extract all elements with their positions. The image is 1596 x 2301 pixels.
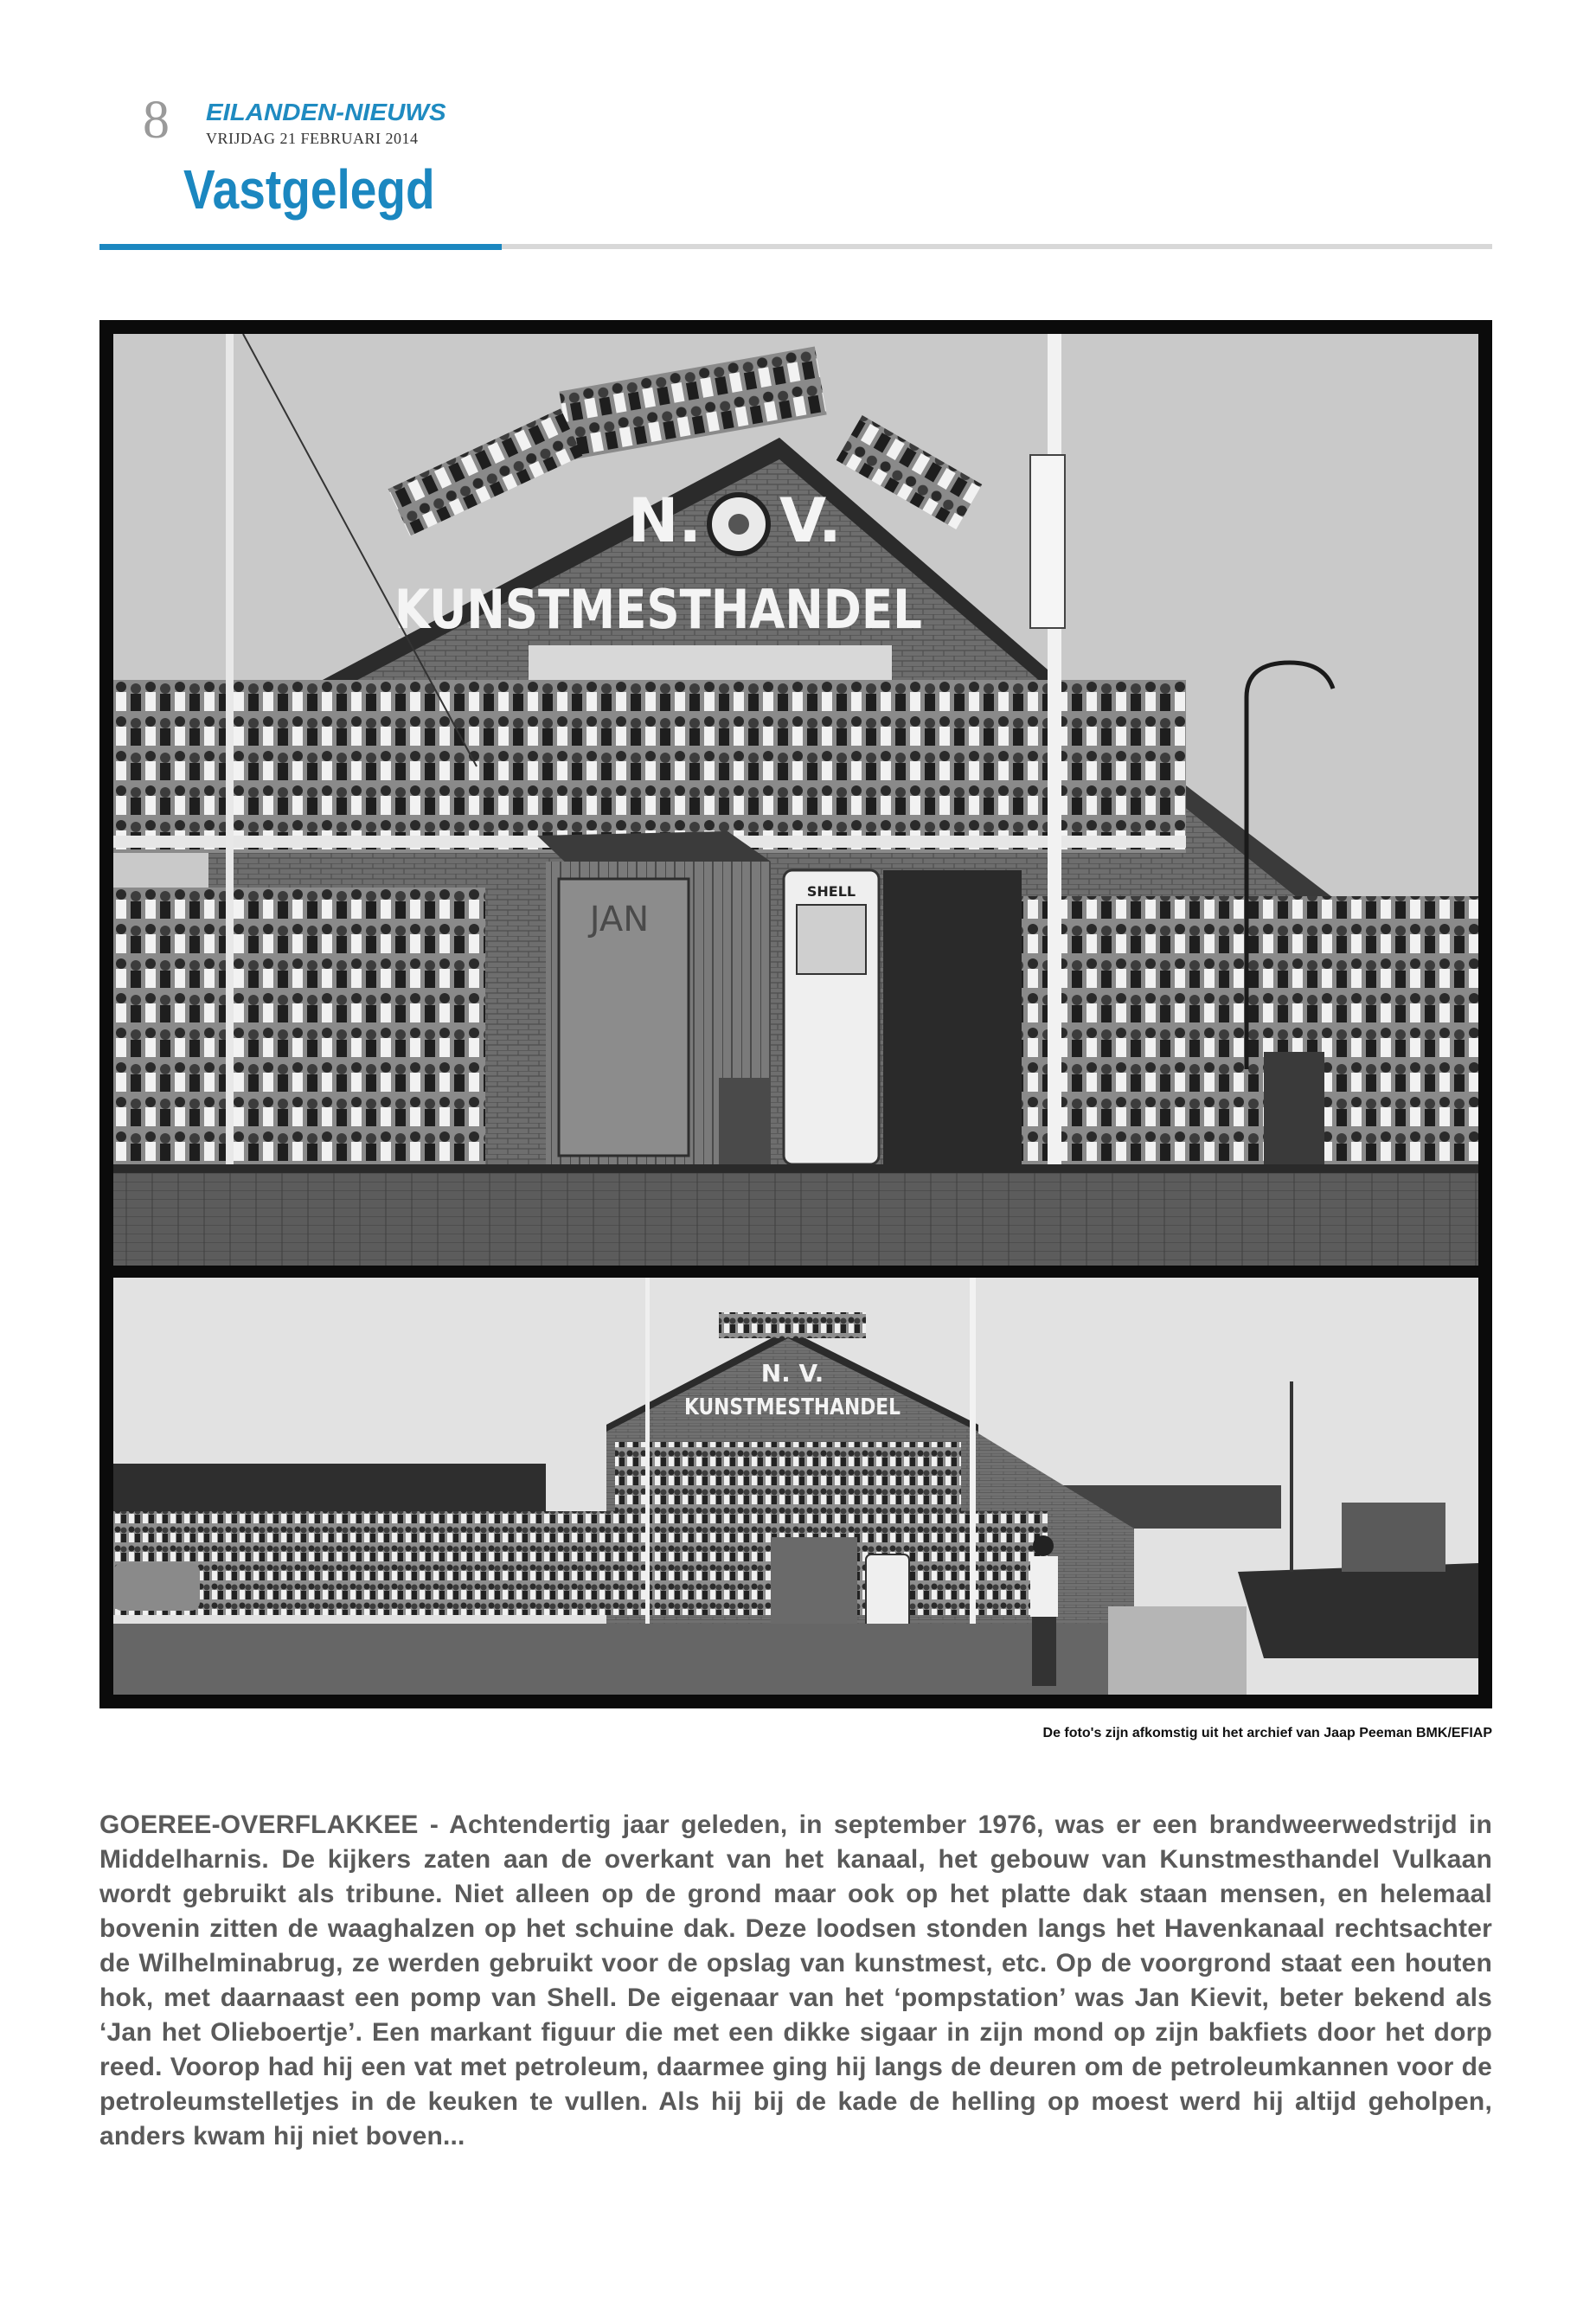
photo-credit: De foto's zijn afkomstig uit het archief van Jaap Peeman BMK/EFIAP — [1042, 1726, 1492, 1740]
photo-top-sign-text: KUNSTMESTHANDEL — [394, 578, 922, 641]
photo-top-pump-text: SHELL — [806, 883, 856, 900]
photo-bottom-sign-text: KUNSTMESTHANDEL — [684, 1394, 901, 1420]
section-title: Vastgelegd — [183, 158, 435, 221]
header-rule-accent — [99, 244, 502, 250]
photo-bottom — [113, 1278, 1478, 1695]
svg-text:V.: V. — [779, 485, 842, 556]
article-body: GOEREE-OVERFLAKKEE - Achtendertig jaar geleden, in september 1976, was er een brandweerwedstrijd in Middelharnis. De kijkers zaten aan de overkant van het kanaal, het gebouw van Kunstmesthandel Vulkaan wordt gebruikt als tribune. Niet alleen op de grond maar ook op het platte dak staan mensen, en helemaal bovenin zitten de waaghalzen op het schuine dak. Deze loodsen stonden langs het Havenkanaal rechtsachter de Wilhelminabrug, ze werden gebruikt voor de opslag van kunstmest, etc. Op de voorgrond staat een houten hok, met daarnaast een pomp van Shell. De eigenaar van het ‘pompstation’ was Jan Kievit, beter bekend als ‘Jan het Olieboertje’. Een markant figuur die met een dikke sigaar in zijn mond op zijn bakfiets door het dorp reed. Voorop had hij een vat met petroleum, daarmee ging hij langs de deuren om de petroleumkannen voor de petroleumstelletjes in de keuken te vullen. Als hij bij de kade de helling op moest werd hij altijd geholpen, anders kwam hij niet boven... — [99, 1811, 1492, 2150]
photo-top — [113, 334, 1478, 1266]
photo-top-door-text: JAN — [589, 900, 650, 939]
photo-bottom-sign-line1: N. V. — [760, 1359, 824, 1388]
svg-text:N.: N. — [627, 485, 702, 556]
photo-frame — [99, 320, 1492, 1708]
publication-logo: EILANDEN-NIEUWS — [206, 99, 446, 125]
page-number: 8 — [143, 91, 170, 150]
issue-date: VRIJDAG 21 FEBRUARI 2014 — [206, 130, 419, 147]
